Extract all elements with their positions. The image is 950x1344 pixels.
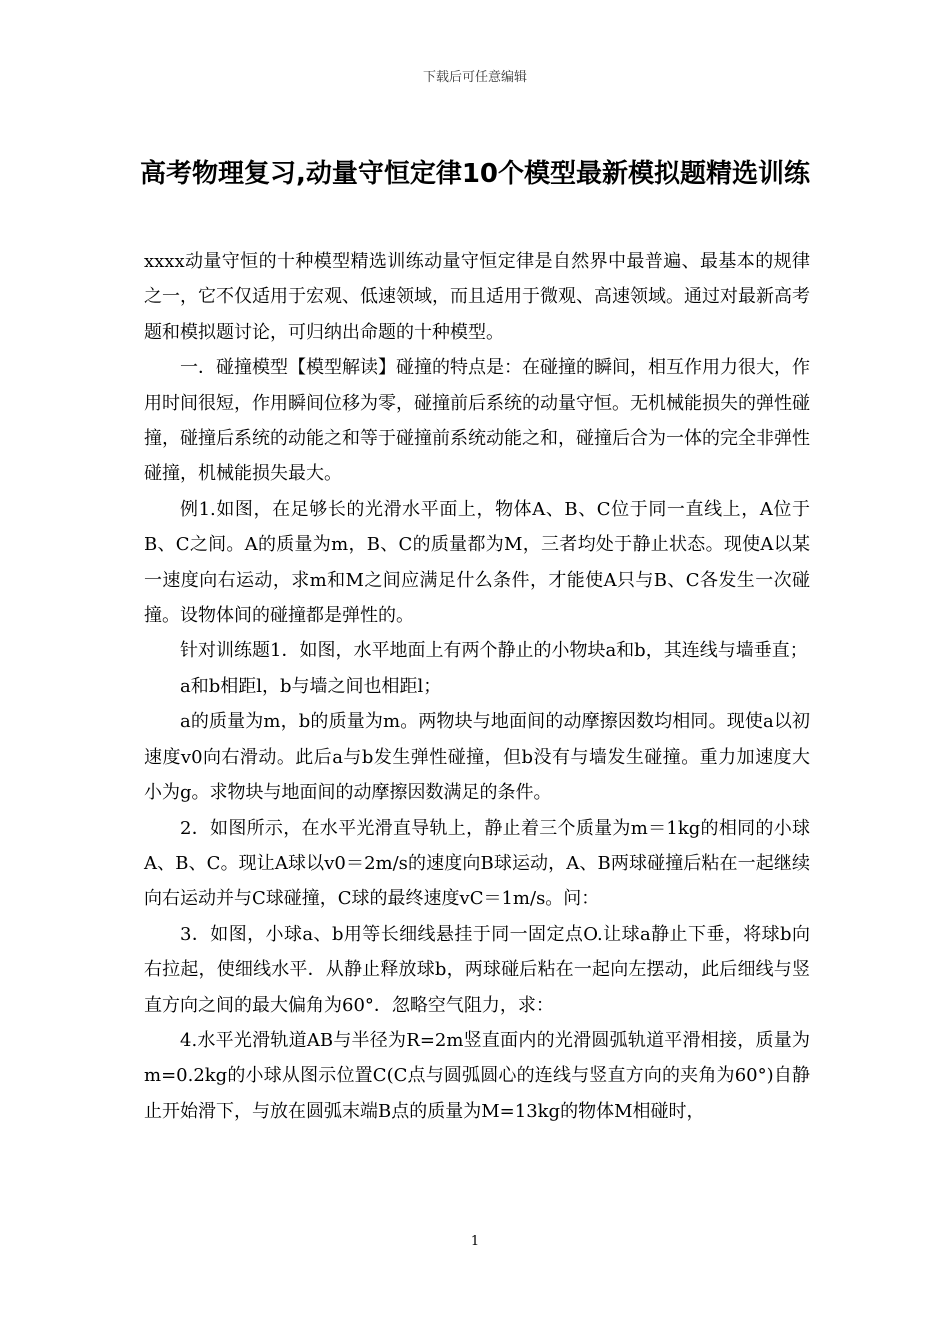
page-number: 1 (470, 1234, 480, 1249)
paragraph-exercise-4: 4.水平光滑轨道AB与半径为R=2m竖直面内的光滑圆弧轨道平滑相接，质量为m=0.2kg的小球从图示位置C(C点与圆弧圆心的连线与竖直方向的夹角为60°)自静止开始滑下，与放在圆弧末端B点的质量为M=13kg的物体M相碰时， (144, 1029, 810, 1122)
paragraph-collision-model: 一．碰撞模型【模型解读】碰撞的特点是：在碰撞的瞬间，相互作用力很大，作用时间很短，作用瞬间位移为零，碰撞前后系统的动量守恒。无机械能损失的弹性碰撞，碰撞后系统的动能之和等于碰撞前系统动能之和，碰撞后合为一体的完全非弹性碰撞，机械能损失最大。 (144, 357, 810, 485)
document-title: 高考物理复习,动量守恒定律10个模型最新模拟题精选训练 (139, 159, 811, 189)
paragraph-exercise-1: 针对训练题1．如图，水平地面上有两个静止的小物块a和b，其连线与墙垂直； (180, 640, 808, 662)
paragraph-exercise-1-distance: a和b相距l，b与墙之间也相距l； (180, 675, 442, 697)
document-body (144, 244, 810, 1129)
paragraph-exercise-2: 2．如图所示，在水平光滑直导轨上，静止着三个质量为m＝1kg的相同的小球A、B、C。现让A球以v0＝2m/s的速度向B球运动，A、B两球碰撞后粘在一起继续向右运动并与C球碰撞，C球的最终速度vC＝1m/s。问： (144, 817, 810, 910)
page-header-note: 下载后可任意编辑 (422, 70, 527, 85)
paragraph-intro: xxxx动量守恒的十种模型精选训练动量守恒定律是自然界中最普遍、最基本的规律之一，它不仅适用于宏观、低速领域，而且适用于微观、高速领域。通过对最新高考题和模拟题讨论，可归纳出命题的十种模型。 (144, 251, 810, 343)
paragraph-exercise-3: 3．如图，小球a、b用等长细线悬挂于同一固定点O.让球a静止下垂，将球b向右拉起，使细线水平．从静止释放球b，两球碰后粘在一起向左摆动，此后细线与竖直方向之间的最大偏角为60°．忽略空气阻力，求： (144, 923, 810, 1016)
paragraph-example-1: 例1.如图，在足够长的光滑水平面上，物体A、B、C位于同一直线上，A位于B、C之间。A的质量为m，B、C的质量都为M，三者均处于静止状态。现使A以某一速度向右运动，求m和M之间应满足什么条件，才能使A只与B、C各发生一次碰撞。设物体间的碰撞都是弹性的。 (144, 498, 810, 627)
paragraph-exercise-1-mass: a的质量为m，b的质量为m。两物块与地面间的动摩擦因数均相同。现使a以初速度v0向右滑动。此后a与b发生弹性碰撞，但b没有与墙发生碰撞。重力加速度大小为g。求物块与地面间的动摩擦因数满足的条件。 (144, 711, 810, 804)
